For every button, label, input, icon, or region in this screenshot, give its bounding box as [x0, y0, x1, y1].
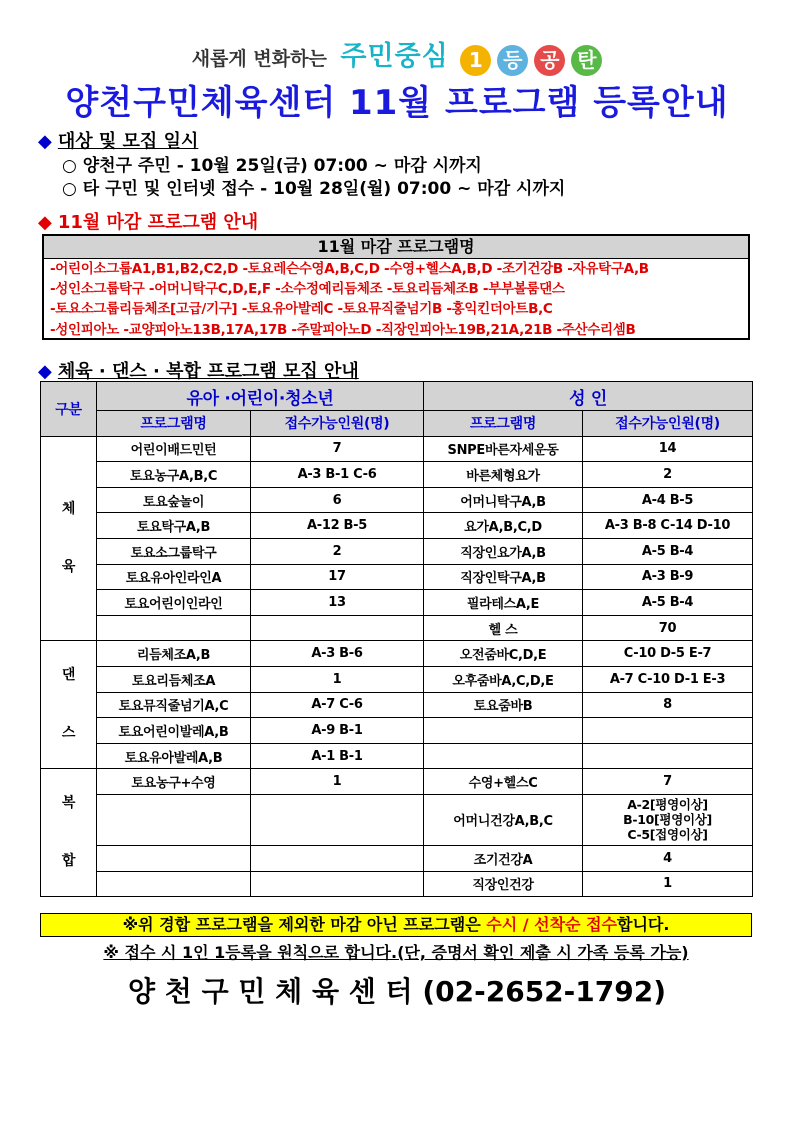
youth-capacity-cell: 17	[251, 564, 424, 590]
youth-program-cell: 토요리듬체조A	[97, 666, 251, 692]
youth-program-cell: 리듬체조A,B	[97, 641, 251, 667]
adult-program-cell: 어머니건강A,B,C	[424, 794, 583, 845]
adult-program-cell: 직장인건강	[424, 871, 583, 897]
adult-program-cell: 오후줌바A,C,D,E	[424, 666, 583, 692]
diamond-bullet-icon: ◆	[38, 212, 52, 233]
adult-capacity-cell: 4	[583, 845, 753, 871]
page-title: 양천구민체육센터 11월 프로그램 등록안내	[65, 83, 729, 123]
section-program-recruit	[38, 357, 359, 383]
adult-program-cell	[424, 743, 583, 769]
adult-capacity-cell: 14	[583, 436, 753, 462]
notice-highlight: 수시 / 선착순 접수	[486, 915, 617, 934]
adult-capacity-cell: A-5 B-4	[583, 590, 753, 616]
youth-capacity-cell: 1	[251, 769, 424, 795]
adult-program-cell: 바른체형요가	[424, 462, 583, 488]
youth-program-cell: 토요탁구A,B	[97, 513, 251, 539]
youth-program-cell: 토요숲놀이	[97, 487, 251, 513]
adult-header: 성 인	[424, 382, 753, 411]
youth-capacity-cell	[251, 615, 424, 641]
adult-capacity-cell: 1	[583, 871, 753, 897]
category-label: 체 육	[41, 436, 97, 641]
table-row	[41, 513, 753, 539]
table-row	[41, 666, 753, 692]
adult-capacity-cell: A-5 B-4	[583, 538, 753, 564]
adult-capacity-cell: A-7 C-10 D-1 E-3	[583, 666, 753, 692]
youth-capacity-col: 접수가능인원(명)	[251, 411, 424, 437]
table-row	[41, 641, 753, 667]
youth-capacity-cell	[251, 871, 424, 897]
youth-program-cell: 어린이배드민턴	[97, 436, 251, 462]
slogan-circle-4: 탄	[571, 45, 602, 76]
youth-program-cell: 토요어린이인라인	[97, 590, 251, 616]
adult-program-cell: 직장인요가A,B	[424, 538, 583, 564]
closed-programs-line: -어린이소그룹A1,B1,B2,C2,D -토요레슨수영A,B,C,D -수영+헬스A,B,D -조기건강B -자유탁구A,B	[50, 261, 649, 277]
youth-program-cell	[97, 845, 251, 871]
slogan	[0, 34, 794, 76]
slogan-brand: 주민중심	[340, 41, 449, 72]
category-label: 복 합	[41, 769, 97, 897]
adult-program-cell: 어머니탁구A,B	[424, 487, 583, 513]
schedule-line-nonresident: ○ 타 구민 및 인터넷 접수 - 10월 28일(월) 07:00 ~ 마감 시까지	[62, 179, 566, 199]
youth-capacity-cell: A-7 C-6	[251, 692, 424, 718]
category-label: 댄 스	[41, 641, 97, 769]
footer-contact: 양 천 구 민 체 육 센 터 (02-2652-1792)	[127, 975, 667, 1008]
table-header-row	[41, 382, 753, 411]
table-row	[41, 615, 753, 641]
diamond-bullet-icon: ◆	[38, 361, 52, 382]
youth-program-cell: 토요뮤직줄넘기A,C	[97, 692, 251, 718]
youth-capacity-cell: 1	[251, 666, 424, 692]
adult-program-cell	[424, 718, 583, 744]
youth-capacity-cell	[251, 794, 424, 845]
youth-capacity-cell: A-3 B-1 C-6	[251, 462, 424, 488]
table-row	[41, 487, 753, 513]
adult-capacity-cell: A-4 B-5	[583, 487, 753, 513]
youth-capacity-cell	[251, 845, 424, 871]
section-heading: 11월 마감 프로그램 안내	[57, 212, 259, 233]
registration-rule-note: ※ 접수 시 1인 1등록을 원칙으로 합니다.(단, 증명서 확인 제출 시 가족 등록 가능)	[103, 943, 689, 962]
closed-programs-header: 11월 마감 프로그램명	[44, 236, 748, 259]
youth-program-cell	[97, 615, 251, 641]
closed-programs-box	[42, 234, 750, 340]
diamond-bullet-icon: ◆	[38, 131, 52, 152]
slogan-circle-1: 1	[460, 45, 491, 76]
youth-program-cell: 토요어린이발레A,B	[97, 718, 251, 744]
group-col-header: 구분	[41, 382, 97, 437]
table-row	[41, 845, 753, 871]
adult-program-col: 프로그램명	[424, 411, 583, 437]
adult-program-cell: 헬 스	[424, 615, 583, 641]
youth-capacity-cell: 6	[251, 487, 424, 513]
youth-program-cell: 토요농구+수영	[97, 769, 251, 795]
youth-program-cell	[97, 871, 251, 897]
youth-header: 유아 ·어린이·청소년	[97, 382, 424, 411]
adult-program-cell: 직장인탁구A,B	[424, 564, 583, 590]
slogan-text: 새롭게 변화하는	[191, 48, 327, 70]
table-row	[41, 436, 753, 462]
closed-programs-line: -성인소그룹탁구 -어머니탁구C,D,E,F -소수정예리듬체조 -토요리듬체조B -부부볼룸댄스	[50, 281, 565, 298]
youth-program-cell: 토요유아발레A,B	[97, 743, 251, 769]
adult-capacity-cell	[583, 718, 753, 744]
adult-capacity-cell: A-2[평영이상] B-10[평영이상] C-5[접영이상]	[583, 794, 753, 845]
youth-program-col: 프로그램명	[97, 411, 251, 437]
slogan-circle-3: 공	[534, 45, 565, 76]
table-row	[41, 794, 753, 845]
adult-capacity-cell	[583, 743, 753, 769]
adult-capacity-cell: 2	[583, 462, 753, 488]
notice-text-end: 합니다.	[616, 915, 670, 934]
youth-program-cell: 토요유아인라인A	[97, 564, 251, 590]
adult-program-cell: 조기건강A	[424, 845, 583, 871]
table-row	[41, 718, 753, 744]
adult-program-cell: 수영+헬스C	[424, 769, 583, 795]
table-row	[41, 692, 753, 718]
table-row	[41, 769, 753, 795]
table-subheader-row	[41, 411, 753, 437]
notice-banner	[40, 913, 752, 937]
closed-programs-line: -성인피아노 -교양피아노13B,17A,17B -주말피아노D -직장인피아노19B,21A,21B -주산수리셈B	[50, 321, 636, 338]
table-row	[41, 743, 753, 769]
adult-capacity-cell: 7	[583, 769, 753, 795]
adult-capacity-cell: 8	[583, 692, 753, 718]
program-table	[40, 381, 753, 897]
adult-capacity-cell: A-3 B-9	[583, 564, 753, 590]
adult-program-cell: 토요줌바B	[424, 692, 583, 718]
youth-program-cell	[97, 794, 251, 845]
slogan-circle-2: 등	[497, 45, 528, 76]
youth-capacity-cell: 7	[251, 436, 424, 462]
table-row	[41, 564, 753, 590]
table-row	[41, 590, 753, 616]
adult-program-cell: 오전줌바C,D,E	[424, 641, 583, 667]
table-row	[41, 871, 753, 897]
adult-capacity-cell: C-10 D-5 E-7	[583, 641, 753, 667]
youth-capacity-cell: A-12 B-5	[251, 513, 424, 539]
youth-capacity-cell: A-1 B-1	[251, 743, 424, 769]
youth-program-cell: 토요농구A,B,C	[97, 462, 251, 488]
youth-capacity-cell: 2	[251, 538, 424, 564]
adult-capacity-cell: A-3 B-8 C-14 D-10	[583, 513, 753, 539]
youth-capacity-cell: 13	[251, 590, 424, 616]
schedule-line-resident: ○ 양천구 주민 - 10월 25일(금) 07:00 ~ 마감 시까지	[62, 156, 482, 176]
closed-programs-line: -토요소그룹리듬체조[고급/기구] -토요유아발레C -토요뮤직줄넘기B -홍익킨더아트B,C	[50, 301, 553, 318]
table-row	[41, 538, 753, 564]
adult-capacity-cell: 70	[583, 615, 753, 641]
youth-capacity-cell: A-9 B-1	[251, 718, 424, 744]
youth-capacity-cell: A-3 B-6	[251, 641, 424, 667]
section-heading: 대상 및 모집 일시	[57, 131, 199, 152]
youth-program-cell: 토요소그룹탁구	[97, 538, 251, 564]
section-closed-programs	[38, 208, 258, 234]
adult-program-cell: 필라테스A,E	[424, 590, 583, 616]
adult-capacity-col: 접수가능인원(명)	[583, 411, 753, 437]
notice-text: ※위 경합 프로그램을 제외한 마감 아닌 프로그램은	[122, 915, 487, 934]
table-row	[41, 462, 753, 488]
section-recruit-schedule	[38, 127, 198, 153]
adult-program-cell: SNPE바른자세운동	[424, 436, 583, 462]
adult-program-cell: 요가A,B,C,D	[424, 513, 583, 539]
section-heading: 체육 · 댄스 · 복합 프로그램 모집 안내	[57, 361, 359, 382]
